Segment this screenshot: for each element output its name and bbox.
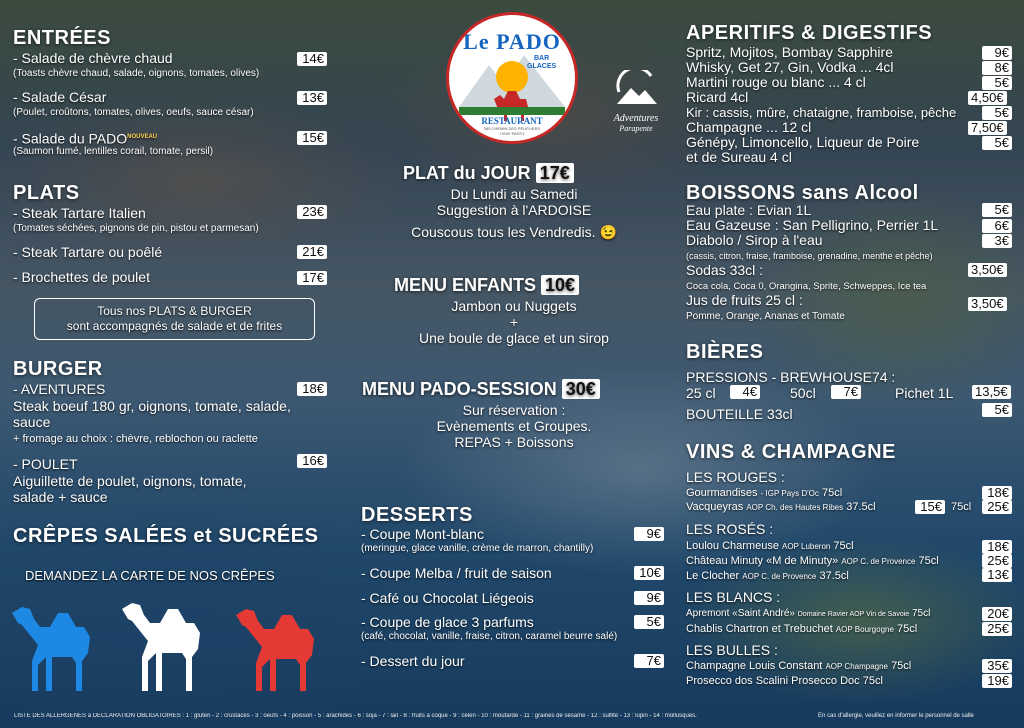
burger-poulet-desc1: Aiguillette de poulet, oignons, tomate,	[13, 473, 247, 489]
plat-price-3: 17€	[297, 271, 327, 285]
dessert-price-4: 5€	[634, 615, 664, 629]
entrees-title: ENTRÉES	[13, 27, 111, 49]
vin-rose-2-price: 25€	[982, 554, 1012, 568]
sans-alcool-item-1: Eau plate : Evian 1L	[686, 202, 812, 218]
sans-alcool-title: BOISSONS sans Alcool	[686, 182, 919, 204]
plat-item-3: - Brochettes de poulet	[13, 269, 150, 285]
allergens-footer: LISTE DES ALLERGENES à DÉCLARATION OBLIGATOIRES : 1 : gluten - 2 : crustacés - 3 : oeufs - 4 : poisson - 5 : arachides - 6 : soja - 7 : lait - 8 : fruits à coque - 9 : céleri - 10 : moutarde - 11 : graines de sésame - 12 : sulfite - 13 : lupin - 14 : mollusques.	[14, 713, 697, 719]
dessert-item-1: - Coupe Mont-blanc	[361, 526, 484, 542]
aperitif-price-6: 7,50€	[968, 121, 1007, 135]
sans-alcool-price-3: 3€	[982, 234, 1012, 248]
vins-bulles-title: LES BULLES :	[686, 642, 778, 658]
aperitif-item-7: Génépy, Limoncello, Liqueur de Poire	[686, 134, 920, 150]
partner-line1: Adventures	[613, 113, 659, 124]
aperitif-price-2: 8€	[982, 61, 1012, 75]
menu-enfants-price: 10€	[541, 275, 579, 295]
partner-line2: Parapente	[619, 124, 653, 133]
vin-rouge-2: Vacqueyras AOP Ch. des Hautes Ribes 37.5cl	[686, 501, 876, 513]
adventures-parapente-logo	[598, 70, 674, 140]
menu-session-title: MENU PADO-SESSION 30€	[362, 379, 600, 400]
dessert-item-3: - Café ou Chocolat Liégeois	[361, 590, 534, 606]
aperitif-price-1: 9€	[982, 46, 1012, 60]
camel-blue-icon	[12, 607, 90, 691]
vin-blanc-2: Chablis Chartron et Trebuchet AOP Bourgogne 75cl	[686, 623, 918, 635]
biere-50cl: 50cl	[790, 385, 816, 401]
crepes-title: CRÊPES SALÉES et SUCRÉES	[13, 525, 319, 547]
vins-rouges-title: LES ROUGES :	[686, 469, 785, 485]
sans-alcool-item-2: Eau Gazeuse : San Pelligrino, Perrier 1L	[686, 217, 939, 233]
plat-du-jour-text: Du Lundi au Samedi Suggestion à l'ARDOISE Couscous tous les Vendredis. 😉	[411, 186, 617, 240]
camels-illustration	[10, 595, 350, 695]
plat-price-2: 21€	[297, 245, 327, 259]
sans-alcool-price-5: 3,50€	[968, 263, 1007, 277]
plats-title: PLATS	[13, 182, 80, 204]
vins-roses-title: LES ROSÉS :	[686, 521, 774, 537]
vin-bulles-1-price: 35€	[982, 659, 1012, 673]
entree-item-2: - Salade César	[13, 89, 107, 105]
entree-price-1: 14€	[297, 52, 327, 66]
sans-alcool-item-4: (cassis, citron, fraise, framboise, grenadine, menthe et pêche)	[686, 251, 933, 261]
plat-price-1: 23€	[297, 205, 327, 219]
logo-city: 74190 PASSY	[499, 131, 525, 136]
dessert-price-2: 10€	[634, 566, 664, 580]
aperitif-item-2: Whisky, Get 27, Gin, Vodka ... 4cl	[686, 59, 894, 75]
aperitif-item-4: Ricard 4cl	[686, 89, 749, 105]
vin-rose-1-price: 18€	[982, 540, 1012, 554]
sans-alcool-item-7: Jus de fruits 25 cl :	[686, 292, 803, 308]
entree-price-2: 13€	[297, 91, 327, 105]
aperitif-item-8: et de Sureau 4 cl	[686, 149, 792, 165]
logo-restaurant: RESTAURANT	[481, 116, 543, 126]
vin-bulles-1: Champagne Louis Constant AOP Champagne 75cl	[686, 660, 912, 672]
vin-bulles-2-price: 19€	[982, 674, 1012, 688]
dessert-desc-4: (café, chocolat, vanille, fraise, citron, caramel beurre salé)	[361, 631, 618, 642]
vins-title: VINS & CHAMPAGNE	[686, 441, 896, 463]
menu-session-price: 30€	[562, 379, 600, 399]
paraglider-icon	[611, 70, 661, 108]
vin-rouge-2-price: 25€	[982, 500, 1012, 514]
logo-bar-glaces: BAR GLACES	[527, 55, 557, 70]
crepes-text: DEMANDEZ LA CARTE DE NOS CRÊPES	[25, 568, 275, 583]
nouveau-badge: NOUVEAU	[127, 134, 158, 140]
sans-alcool-item-5: Sodas 33cl :	[686, 262, 764, 278]
aperitif-item-3: Martini rouge ou blanc ... 4 cl	[686, 74, 866, 90]
menu-enfants-title: MENU ENFANTS 10€	[394, 275, 579, 296]
aperitif-item-6: Champagne ... 12 cl	[686, 119, 812, 135]
plat-item-2: - Steak Tartare ou poêlé	[13, 244, 163, 260]
plats-note-box	[34, 298, 315, 340]
vin-rose-1: Loulou Charmeuse AOP Luberon 75cl	[686, 540, 854, 552]
dessert-desc-1: (meringue, glace vanille, crème de marron, chantilly)	[361, 543, 594, 554]
biere-pichet: Pichet 1L	[895, 385, 954, 401]
camel-white-icon	[122, 603, 200, 691]
plat-du-jour-price: 17€	[536, 163, 574, 183]
vin-blanc-1: Apremont «Saint André» Domaine Ravier AOP Vin de Savoie 75cl	[686, 608, 931, 619]
plats-note-line1: Tous nos PLATS & BURGER	[97, 304, 252, 318]
entree-price-3: 15€	[297, 131, 327, 145]
biere-50cl-price: 7€	[831, 385, 861, 399]
biere-25cl-price: 4€	[730, 385, 760, 399]
dessert-item-4: - Coupe de glace 3 parfums	[361, 614, 534, 630]
vin-rouge-2-vol2: 75cl	[951, 501, 972, 513]
bieres-title: BIÈRES	[686, 341, 764, 363]
aperitif-item-5: Kir : cassis, mûre, chataigne, framboise, pêche	[686, 105, 957, 120]
biere-bouteille-price: 5€	[982, 403, 1012, 417]
burger-aventures: - AVENTURES	[13, 381, 106, 397]
burger-aventures-desc2: sauce	[13, 414, 51, 430]
biere-bouteille: BOUTEILLE 33cl	[686, 406, 793, 422]
sans-alcool-price-1: 5€	[982, 203, 1012, 217]
vin-rouge-2-price-small: 15€	[915, 500, 945, 514]
vin-blanc-2-price: 25€	[982, 622, 1012, 636]
dessert-item-2: - Coupe Melba / fruit de saison	[361, 565, 552, 581]
vin-rose-3-price: 13€	[982, 568, 1012, 582]
plat-item-1: - Steak Tartare Italien	[13, 205, 146, 221]
bieres-pressions: PRESSIONS - BREWHOUSE74 :	[686, 369, 896, 385]
burger-poulet-desc2: salade + sauce	[13, 489, 108, 505]
dessert-price-5: 7€	[634, 654, 664, 668]
vins-blancs-title: LES BLANCS :	[686, 589, 781, 605]
vin-rose-2: Château Minuty «M de Minuty» AOP C. de Provence 75cl	[686, 555, 939, 567]
sans-alcool-price-7: 3,50€	[968, 297, 1007, 311]
desserts-title: DESSERTS	[361, 504, 473, 526]
menu-session-text: Sur réservation : Evènements et Groupes. REPAS + Boissons	[436, 402, 592, 450]
aperitif-item-1: Spritz, Mojitos, Bombay Sapphire	[686, 44, 893, 60]
logo-address: 385 CHEMIN DES PEUPLIERS	[483, 126, 541, 131]
biere-25cl: 25 cl	[686, 385, 716, 401]
menu-enfants-text: Jambon ou Nuggets + Une boule de glace et un sirop	[419, 298, 609, 346]
dessert-price-1: 9€	[634, 527, 664, 541]
burger-poulet-price: 16€	[297, 454, 327, 468]
aperitifs-title: APERITIFS & DIGESTIFS	[686, 22, 933, 44]
burger-title: BURGER	[13, 358, 103, 380]
dessert-price-3: 9€	[634, 591, 664, 605]
plat-du-jour-title: PLAT du JOUR 17€	[403, 163, 574, 184]
vin-rose-3: Le Clocher AOP C. de Provence 37.5cl	[686, 570, 849, 582]
sans-alcool-price-2: 6€	[982, 219, 1012, 233]
aperitif-price-4: 4,50€	[968, 91, 1007, 105]
entree-item-1: - Salade de chèvre chaud	[13, 50, 173, 66]
entree-desc-2: (Poulet, croûtons, tomates, olives, oeufs, sauce césar)	[13, 107, 254, 118]
entree-desc-3: (Saumon fumé, lentilles corail, tomate, persil)	[13, 146, 214, 157]
aperitif-price-7: 5€	[982, 136, 1012, 150]
biere-pichet-price: 13,5€	[972, 385, 1011, 399]
dessert-item-5: - Dessert du jour	[361, 653, 465, 669]
plat-desc-1: (Tomates séchées, pignons de pin, pistou et parmesan)	[13, 223, 259, 234]
aperitif-price-5: 5€	[982, 106, 1012, 120]
vin-bulles-2: Prosecco dos Scalini Prosecco Doc 75cl	[686, 675, 883, 687]
plats-note-line2: sont accompagnés de salade et de frites	[66, 319, 283, 333]
burger-aventures-desc1: Steak boeuf 180 gr, oignons, tomate, salade,	[13, 398, 291, 414]
burger-aventures-price: 18€	[297, 382, 327, 396]
sans-alcool-item-3: Diabolo / Sirop à l'eau	[686, 232, 823, 248]
entree-desc-1: (Toasts chèvre chaud, salade, oignons, tomates, olives)	[13, 68, 260, 79]
allergy-notice: En cas d'allergie, veuillez en informer le personnel de salle	[818, 713, 974, 719]
camel-red-icon	[236, 609, 314, 691]
sans-alcool-item-6: Coca cola, Coca 0, Orangina, Sprite, Schweppes, Ice tea	[686, 281, 927, 292]
aperitif-price-3: 5€	[982, 76, 1012, 90]
burger-poulet: - POULET	[13, 456, 78, 472]
logo-title: Le PADO	[463, 29, 561, 54]
burger-aventures-desc3: + fromage au choix : chèvre, reblochon ou raclette	[13, 433, 258, 445]
vin-rouge-1-price: 18€	[982, 486, 1012, 500]
entree-item-3: - Salade du $PADO^{NOUVEAU}$	[13, 130, 158, 147]
vin-rouge-1: Gourmandises - IGP Pays D'Oc 75cl	[686, 487, 843, 499]
vin-blanc-1-price: 20€	[982, 607, 1012, 621]
sans-alcool-item-8: Pomme, Orange, Ananas et Tomate	[686, 311, 845, 322]
le-pado-logo	[446, 12, 578, 144]
